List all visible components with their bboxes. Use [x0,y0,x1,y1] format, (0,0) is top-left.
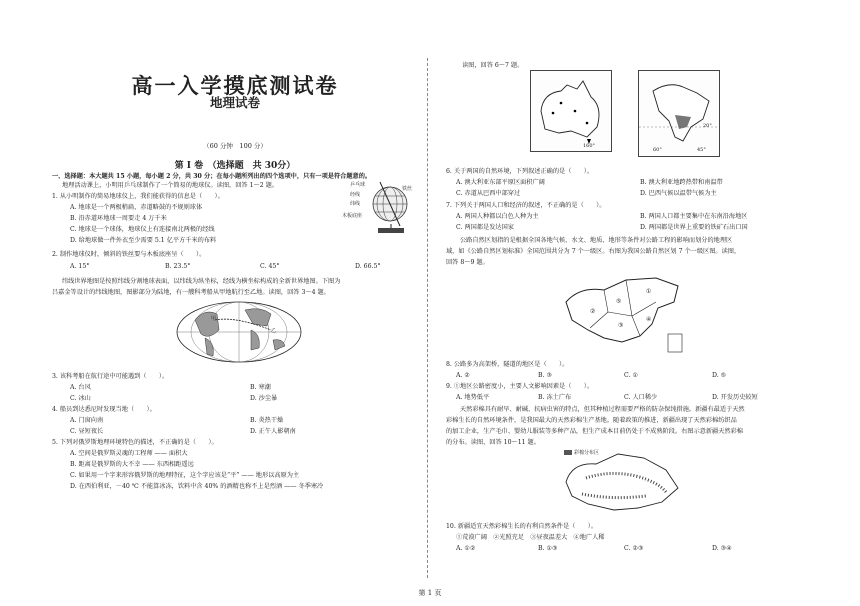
globe-label-base: 木板底座 [342,213,363,219]
question-6: 6. 关于两国的自然环境，下列叙述正确的是（ ）。 [446,168,594,175]
china-label-3: ③ [618,322,624,329]
globe-label-parallel: 纬线 [350,201,361,207]
question-9: 9. ①地区公路密度小，主要人文影响因素是（ ）。 [446,383,594,390]
globe-label-wire: 铁丝 [402,186,413,192]
q1-option-b: B. 沿赤道环地球一周要走 4 万千米 [70,215,167,222]
part-heading: 第 Ⅰ 卷 （选择题 共 30分） [174,161,296,171]
q1-option-a: A. 地球是一个两极稍扁，赤道略鼓的不规则球体 [70,204,203,211]
xinjiang-legend-label: 彩棉分布区 [574,450,600,456]
page-number: 第 1 页 [418,589,442,597]
china-label-2: ② [590,308,596,315]
q5-option-c: C. 如果用一个字来形容俄罗斯的地理特征，这个字应该是“平” —— 地形以高原为主 [70,472,300,479]
q8-option-b: B. ③ [538,372,553,379]
intro-cotton-2: 彩棉生长的自然环境条件，是我国最大的天然彩棉生产基地。随着政策的推进，新疆出现了天然彩棉纺织品 [446,417,737,424]
intro-worldmap-1: 纬线世界地图是按照纬线分割地球表面，以纬线为纵坐标，经线为横坐标构成的全新世界地图。下图为 [62,278,341,285]
q4-option-c: C. 昼短夜长 [70,428,104,435]
intro-cotton-4: 的分布。读图，回答 10～11 题。 [446,439,540,446]
time-score: （60 分钟 100 分） [203,142,267,150]
q9-option-a: A. 地势低平 [456,394,490,401]
brazil-map [638,70,720,157]
q7-option-b: B. 两国人口都主要集中在东南沿海地区 [640,213,748,220]
intro-cotton-1: 天然彩棉具有耐旱、耐碱、抗病虫害的特点，但其种植过程需要严格的防杂保纯措施。新疆有最适于天然 [460,406,745,413]
q6-option-c: C. 赤道从巴西中部穿过 [456,190,521,197]
intro-road-3: 回答 8～9 题。 [446,259,489,266]
question-5: 5. 下列对俄罗斯地理环境特色的描述，不正确的是（ ）。 [52,439,218,446]
q4-option-a: A. 门窗向南 [70,417,104,424]
q7-option-a: A. 两国人种都以白色人种为主 [456,213,539,220]
q10-option-c: C. ②③ [624,545,644,552]
continue-note: 读图，回答 6～7 题。 [462,62,524,69]
q2-option-d: D. 66.5° [355,263,381,270]
q9-option-c: C. 人口稀少 [624,394,658,401]
australia-label-longitude: 160° [583,143,596,149]
q4-option-d: D. 正午人影朝南 [250,428,296,435]
q8-option-a: A. ② [456,372,470,379]
brazil-label-lat-20: 20° [703,123,712,129]
q7-option-d: D. 两国都是世界上重要的铁矿石出口国 [640,224,748,231]
q3-option-d: D. 沙尘暴 [250,395,278,402]
xinjiang-cotton-map [562,448,684,516]
australia-map [530,70,612,152]
intro-road-1: 公路自然区划指的是根据全国各地气候、水文、地质、地形等条件对公路工程的影响而划分的地理区 [460,237,733,244]
q10-option-a: A. ①② [456,545,476,552]
q1-option-d: D. 给地球做一件外衣至少需要 5.1 亿平方千米的布料 [70,237,217,244]
q2-option-b: B. 23.5° [165,263,191,270]
question-3: 3. 该科考船在航行途中可能遇到（ ）。 [52,373,169,380]
q9-option-b: B. 冻土广布 [538,394,572,401]
intro-cotton-3: 的加工企业，生产毛巾、婴幼儿服装等多种产品，但生产成本目前仍处于不成熟阶段。右图示意新疆天然彩棉 [446,428,743,435]
brazil-label-lon-60: 60° [653,147,662,153]
q6-option-a: A. 澳大利亚东部平原区面积广阔 [456,179,545,186]
section-instruction: 一、选择题：本大题共 15 小题，每小题 2 分，共 30 分；在每小题所列出的四个选项中，只有一项是符合题意的。 [52,173,372,180]
latitude-world-map [175,300,303,364]
q5-option-a: A. 空间是俄罗斯灵魂的工程师 —— 面积大 [70,450,188,457]
china-label-4: ④ [646,316,652,323]
intro-worldmap-2: 吕嘉金等设计的纬线地图，图影部分为陆地，有一艘科考船从甲地航行至乙地。读图，回答 3～4 题。 [52,289,330,296]
q4-option-b: B. 炎热干燥 [250,417,284,424]
exam-title: 高一入学摸底测试卷 [131,73,339,98]
intro-globe: 地理活动课上，小明用乒乓球制作了一个简易的地球仪。读图，回答 1～2 题。 [62,182,278,189]
q10-statements: ①荒漠广阔 ②光照充足 ③昼夜温差大 ④地广人稀 [456,534,605,541]
exam-subtitle: 地理试卷 [209,95,260,110]
globe-label-ball: 乒乓球 [350,182,366,188]
question-10: 10. 新疆适宜天然彩棉生长的有利自然条件是（ ）。 [446,523,598,530]
worldmap-label-yi: 乙 [271,328,277,334]
globe-label-meridian: 经线 [350,192,361,198]
q3-option-a: A. 台风 [70,384,91,391]
question-2: 2. 制作地球仪时，倾斜的铁丝要与木板底座呈（ ）。 [52,251,206,258]
q1-option-c: C. 地球是一个球体，地球仪上有连接南北两极的经线 [70,226,215,233]
q2-option-a: A. 15° [70,263,90,270]
q6-option-d: D. 巴西气候以温带气候为主 [640,190,717,197]
q5-option-d: D. 在西伯利亚，－40 ℃ 不能算冰冻，饮料中含 40% 的酒精也称不上是烈酒 —— 冬季寒冷 [70,483,324,490]
china-label-1: ① [646,288,652,295]
worldmap-label-jia: 甲 [211,316,217,322]
column-divider [427,58,428,578]
q8-option-c: C. ① [624,372,638,379]
q10-option-d: D. ③④ [712,545,732,552]
question-8: 8. 公路多为高架桥，隧道的地区是（ ）。 [446,361,569,368]
china-label-5: ⑤ [616,298,622,305]
intro-road-2: 域，如《公路自然区划标准》全国范围共分为 7 个一级区。右图为我国公路自然区划 7 个一级区图。读图， [446,248,741,255]
q5-option-b: B. 距离是俄罗斯的大不幸 —— 东西相距遥远 [70,461,194,468]
q2-option-c: C. 45° [260,263,280,270]
q3-option-c: C. 冰山 [70,395,91,402]
q9-option-d: D. 开发历史较短 [712,394,758,401]
q8-option-d: D. ⑤ [712,372,727,379]
question-1: 1. 从小明制作的简易地球仪上，我们能获得的信息是（ ）。 [52,193,224,200]
china-road-region-map [560,272,692,356]
brazil-label-lon-45: 45° [697,147,706,153]
globe-figure [342,180,415,240]
question-4: 4. 船员到达悉尼时发现当地（ ）。 [52,406,156,413]
q3-option-b: B. 寒潮 [250,384,271,391]
q10-option-b: B. ①③ [538,545,558,552]
q6-option-b: B. 澳大利亚地跨热带和南温带 [640,179,723,186]
question-7: 7. 下列关于两国人口和经济的叙述，不正确的是（ ）。 [446,202,606,209]
q7-option-c: C. 两国都是发达国家 [456,224,514,231]
